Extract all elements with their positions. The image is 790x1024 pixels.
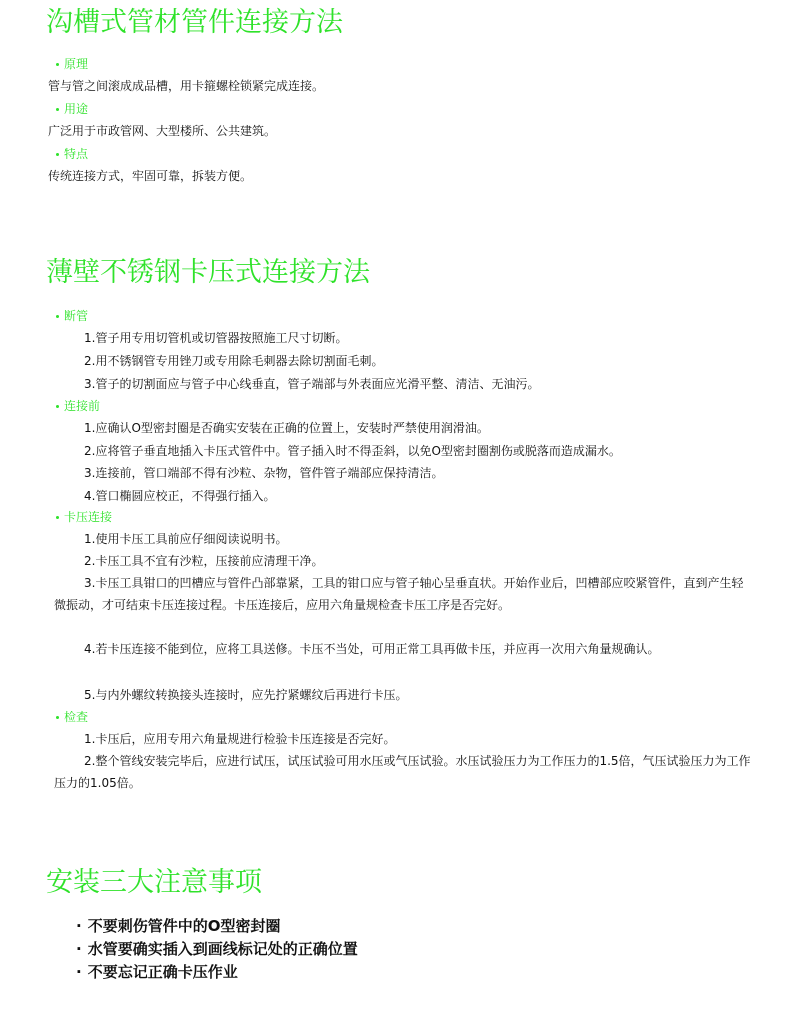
text-principle: 管与管之间滚成成品槽，用卡箍螺栓锁紧完成连接。 bbox=[48, 79, 325, 93]
line-press-5: 5.与内外螺纹转换接头连接时，应先拧紧螺纹后再进行卡压。 bbox=[84, 688, 408, 702]
label-usage bbox=[56, 101, 88, 117]
label-cutting-text: 断管 bbox=[64, 309, 89, 323]
line-press-2: 2.卡压工具不宜有沙粒，压接前应清理干净。 bbox=[84, 554, 324, 568]
bullet-dot-icon bbox=[56, 108, 59, 111]
note-item bbox=[76, 916, 280, 936]
bullet-dot-icon: · bbox=[76, 917, 82, 935]
line-inspection-2: 2.整个管线安装完毕后，应进行试压，试压试验可用水压或气压试验。水压试验压力为工作压力的1.5倍，气压试验压力为工作压力的1.05倍。 bbox=[54, 754, 751, 790]
bullet-dot-icon bbox=[56, 63, 59, 66]
line-cutting-3: 3.管子的切割面应与管子中心线垂直，管子端部与外表面应光滑平整、清洁、无油污。 bbox=[84, 377, 540, 391]
note-item bbox=[76, 962, 238, 982]
note-item bbox=[76, 939, 358, 959]
line-press-1: 1.使用卡压工具前应仔细阅读说明书。 bbox=[84, 532, 288, 546]
label-before-connection-text: 连接前 bbox=[64, 399, 101, 413]
label-inspection bbox=[56, 709, 88, 725]
bullet-dot-icon bbox=[56, 153, 59, 156]
section-title-installation-notes: 安装三大注意事项 bbox=[46, 867, 262, 898]
line-cutting-1: 1.管子用专用切管机或切管器按照施工尺寸切断。 bbox=[84, 331, 348, 345]
label-before-connection bbox=[56, 398, 100, 414]
section-title-groove-connection: 沟槽式管材管件连接方法 bbox=[46, 7, 343, 38]
line-before-4: 4.管口椭圆应校正，不得强行插入。 bbox=[84, 489, 276, 503]
label-cutting bbox=[56, 308, 88, 324]
note-item-text: 水管要确实插入到画线标记处的正确位置 bbox=[87, 940, 358, 958]
note-item-text: 不要刺伤管件中的O型密封圈 bbox=[87, 917, 281, 935]
bullet-dot-icon bbox=[56, 716, 59, 719]
text-usage: 广泛用于市政管网、大型楼所、公共建筑。 bbox=[48, 124, 277, 138]
section-title-press-connection: 薄壁不锈钢卡压式连接方法 bbox=[46, 257, 370, 288]
bullet-dot-icon: · bbox=[76, 963, 82, 981]
bullet-dot-icon bbox=[56, 405, 59, 408]
label-features bbox=[56, 146, 88, 162]
line-before-2: 2.应将管子垂直地插入卡压式管件中。管子插入时不得歪斜，以免O型密封圈割伤或脱落而造成漏水。 bbox=[84, 444, 621, 458]
line-cutting-2: 2.用不锈钢管专用锉刀或专用除毛刺器去除切割面毛刺。 bbox=[84, 354, 384, 368]
label-features-text: 特点 bbox=[64, 147, 89, 161]
label-press-connection bbox=[56, 509, 112, 525]
label-principle-text: 原理 bbox=[64, 57, 89, 71]
bullet-dot-icon bbox=[56, 315, 59, 318]
label-usage-text: 用途 bbox=[64, 102, 89, 116]
bullet-dot-icon: · bbox=[76, 940, 82, 958]
text-features: 传统连接方式，牢固可靠，拆装方便。 bbox=[48, 169, 253, 183]
line-before-1: 1.应确认O型密封圈是否确实安装在正确的位置上，安装时严禁使用润滑油。 bbox=[84, 421, 489, 435]
line-inspection-1: 1.卡压后，应用专用六角量规进行检验卡压连接是否完好。 bbox=[84, 732, 396, 746]
line-press-4: 4.若卡压连接不能到位，应将工具送修。卡压不当处，可用正常工具再做卡压，并应再一次用六角量规确认。 bbox=[84, 642, 660, 656]
label-principle bbox=[56, 56, 88, 72]
line-before-3: 3.连接前，管口端部不得有沙粒、杂物，管件管子端部应保持清洁。 bbox=[84, 466, 444, 480]
line-press-3: 3.卡压工具钳口的凹槽应与管件凸部靠紧，工具的钳口应与管子轴心呈垂直状。开始作业后，凹槽部应咬紧管件，直到产生轻微振动，才可结束卡压连接过程。卡压连接后，应用六角量规检查卡压工序是否完好。 bbox=[54, 576, 744, 612]
label-press-connection-text: 卡压连接 bbox=[64, 510, 113, 524]
bullet-dot-icon bbox=[56, 516, 59, 519]
label-inspection-text: 检查 bbox=[64, 710, 89, 724]
note-item-text: 不要忘记正确卡压作业 bbox=[87, 963, 238, 981]
